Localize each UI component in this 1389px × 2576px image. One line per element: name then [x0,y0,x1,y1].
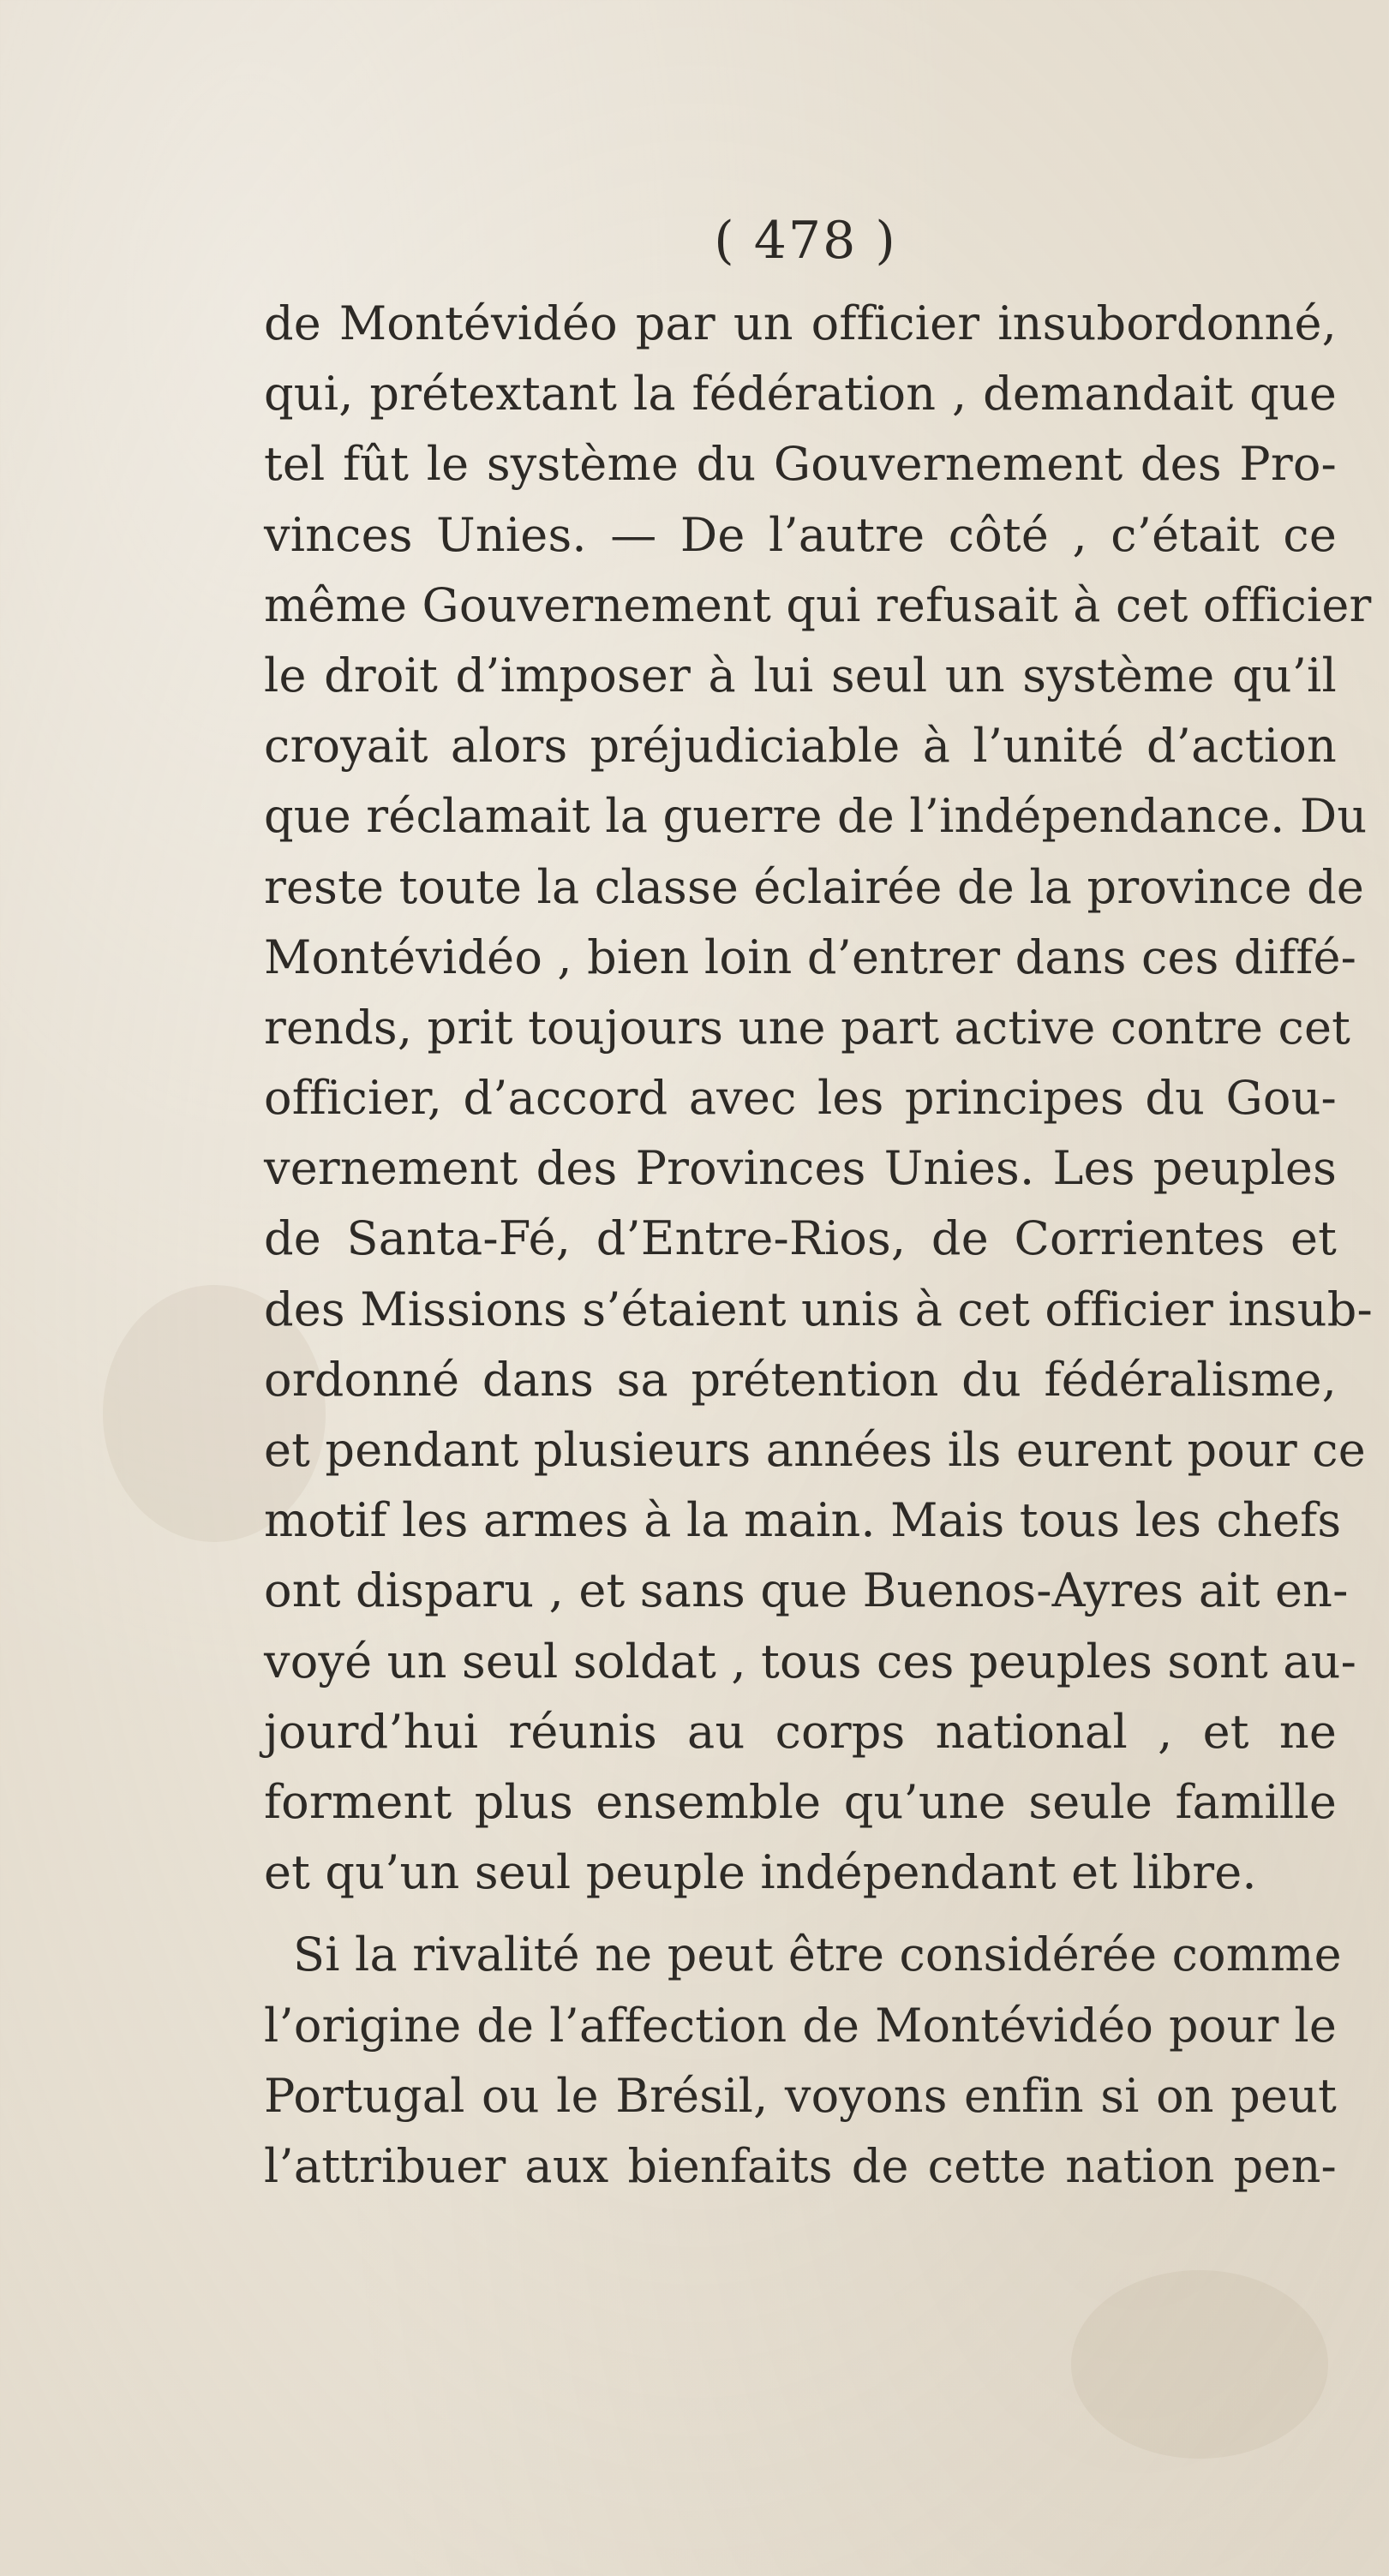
text-line: de Montévidéo par un officier insubordonné, [264,296,1337,350]
text-line: l’attribuer aux bienfaits de cette nation pen- [264,2138,1337,2193]
text-line: tel fût le système du Gouvernement des Pro- [264,437,1337,492]
text-line: et qu’un seul peuple indépendant et libre. [264,1845,1257,1900]
paragraph-gap [264,1908,1337,1920]
text-line: et pendant plusieurs années ils eurent pour ce [264,1423,1366,1477]
text-line: qui, prétextant la fédération , demandait que [264,367,1337,421]
text-line: Montévidéo , bien loin d’entrer dans ces diffé- [264,929,1357,984]
text-line: motif les armes à la main. Mais tous les chefs [264,1493,1342,1548]
text-line: ordonné dans sa prétention du fédéralisme, [264,1352,1337,1407]
text-line: voyé un seul soldat , tous ces peuples sont au- [264,1634,1357,1688]
text-line: officier, d’accord avec les principes du Gou- [264,1071,1337,1126]
text-line: reste toute la classe éclairée de la province de [264,859,1365,914]
page-number: ( 478 ) [714,211,897,271]
text-line: de Santa-Fé, d’Entre-Rios, de Corrientes et [264,1211,1337,1266]
text-line: des Missions s’étaient unis à cet officier insub- [264,1282,1373,1336]
text-line: le droit d’imposer à lui seul un système qu’il [264,648,1337,702]
text-line: forment plus ensemble qu’une seule famille [264,1774,1337,1829]
text-line: que réclamait la guerre de l’indépendance. Du [264,789,1368,844]
text-line: jourd’hui réunis au corps national , et ne [264,1704,1337,1759]
text-line: vernement des Provinces Unies. Les peuples [264,1141,1337,1196]
paragraph-1 [264,289,1373,1908]
text-line: croyait alors préjudiciable à l’unité d’action [264,719,1337,774]
text-line: même Gouvernement qui refusait à cet officier [264,577,1372,632]
paragraph-2 [264,1920,1342,2202]
body-text [264,289,1373,2202]
text-line: ont disparu , et sans que Buenos-Ayres ait en- [264,1563,1349,1618]
text-line: l’origine de l’affection de Montévidéo pour le [264,1998,1337,2053]
text-line: rends, prit toujours une part active contre cet [264,1000,1351,1055]
text-line: Portugal ou le Brésil, voyons enfin si on peut [264,2068,1337,2123]
paper-stain [1071,2270,1328,2459]
text-line: Si la rivalité ne peut être considérée comme [293,1928,1342,1982]
text-line: vinces Unies. — De l’autre côté , c’était ce [264,507,1337,562]
